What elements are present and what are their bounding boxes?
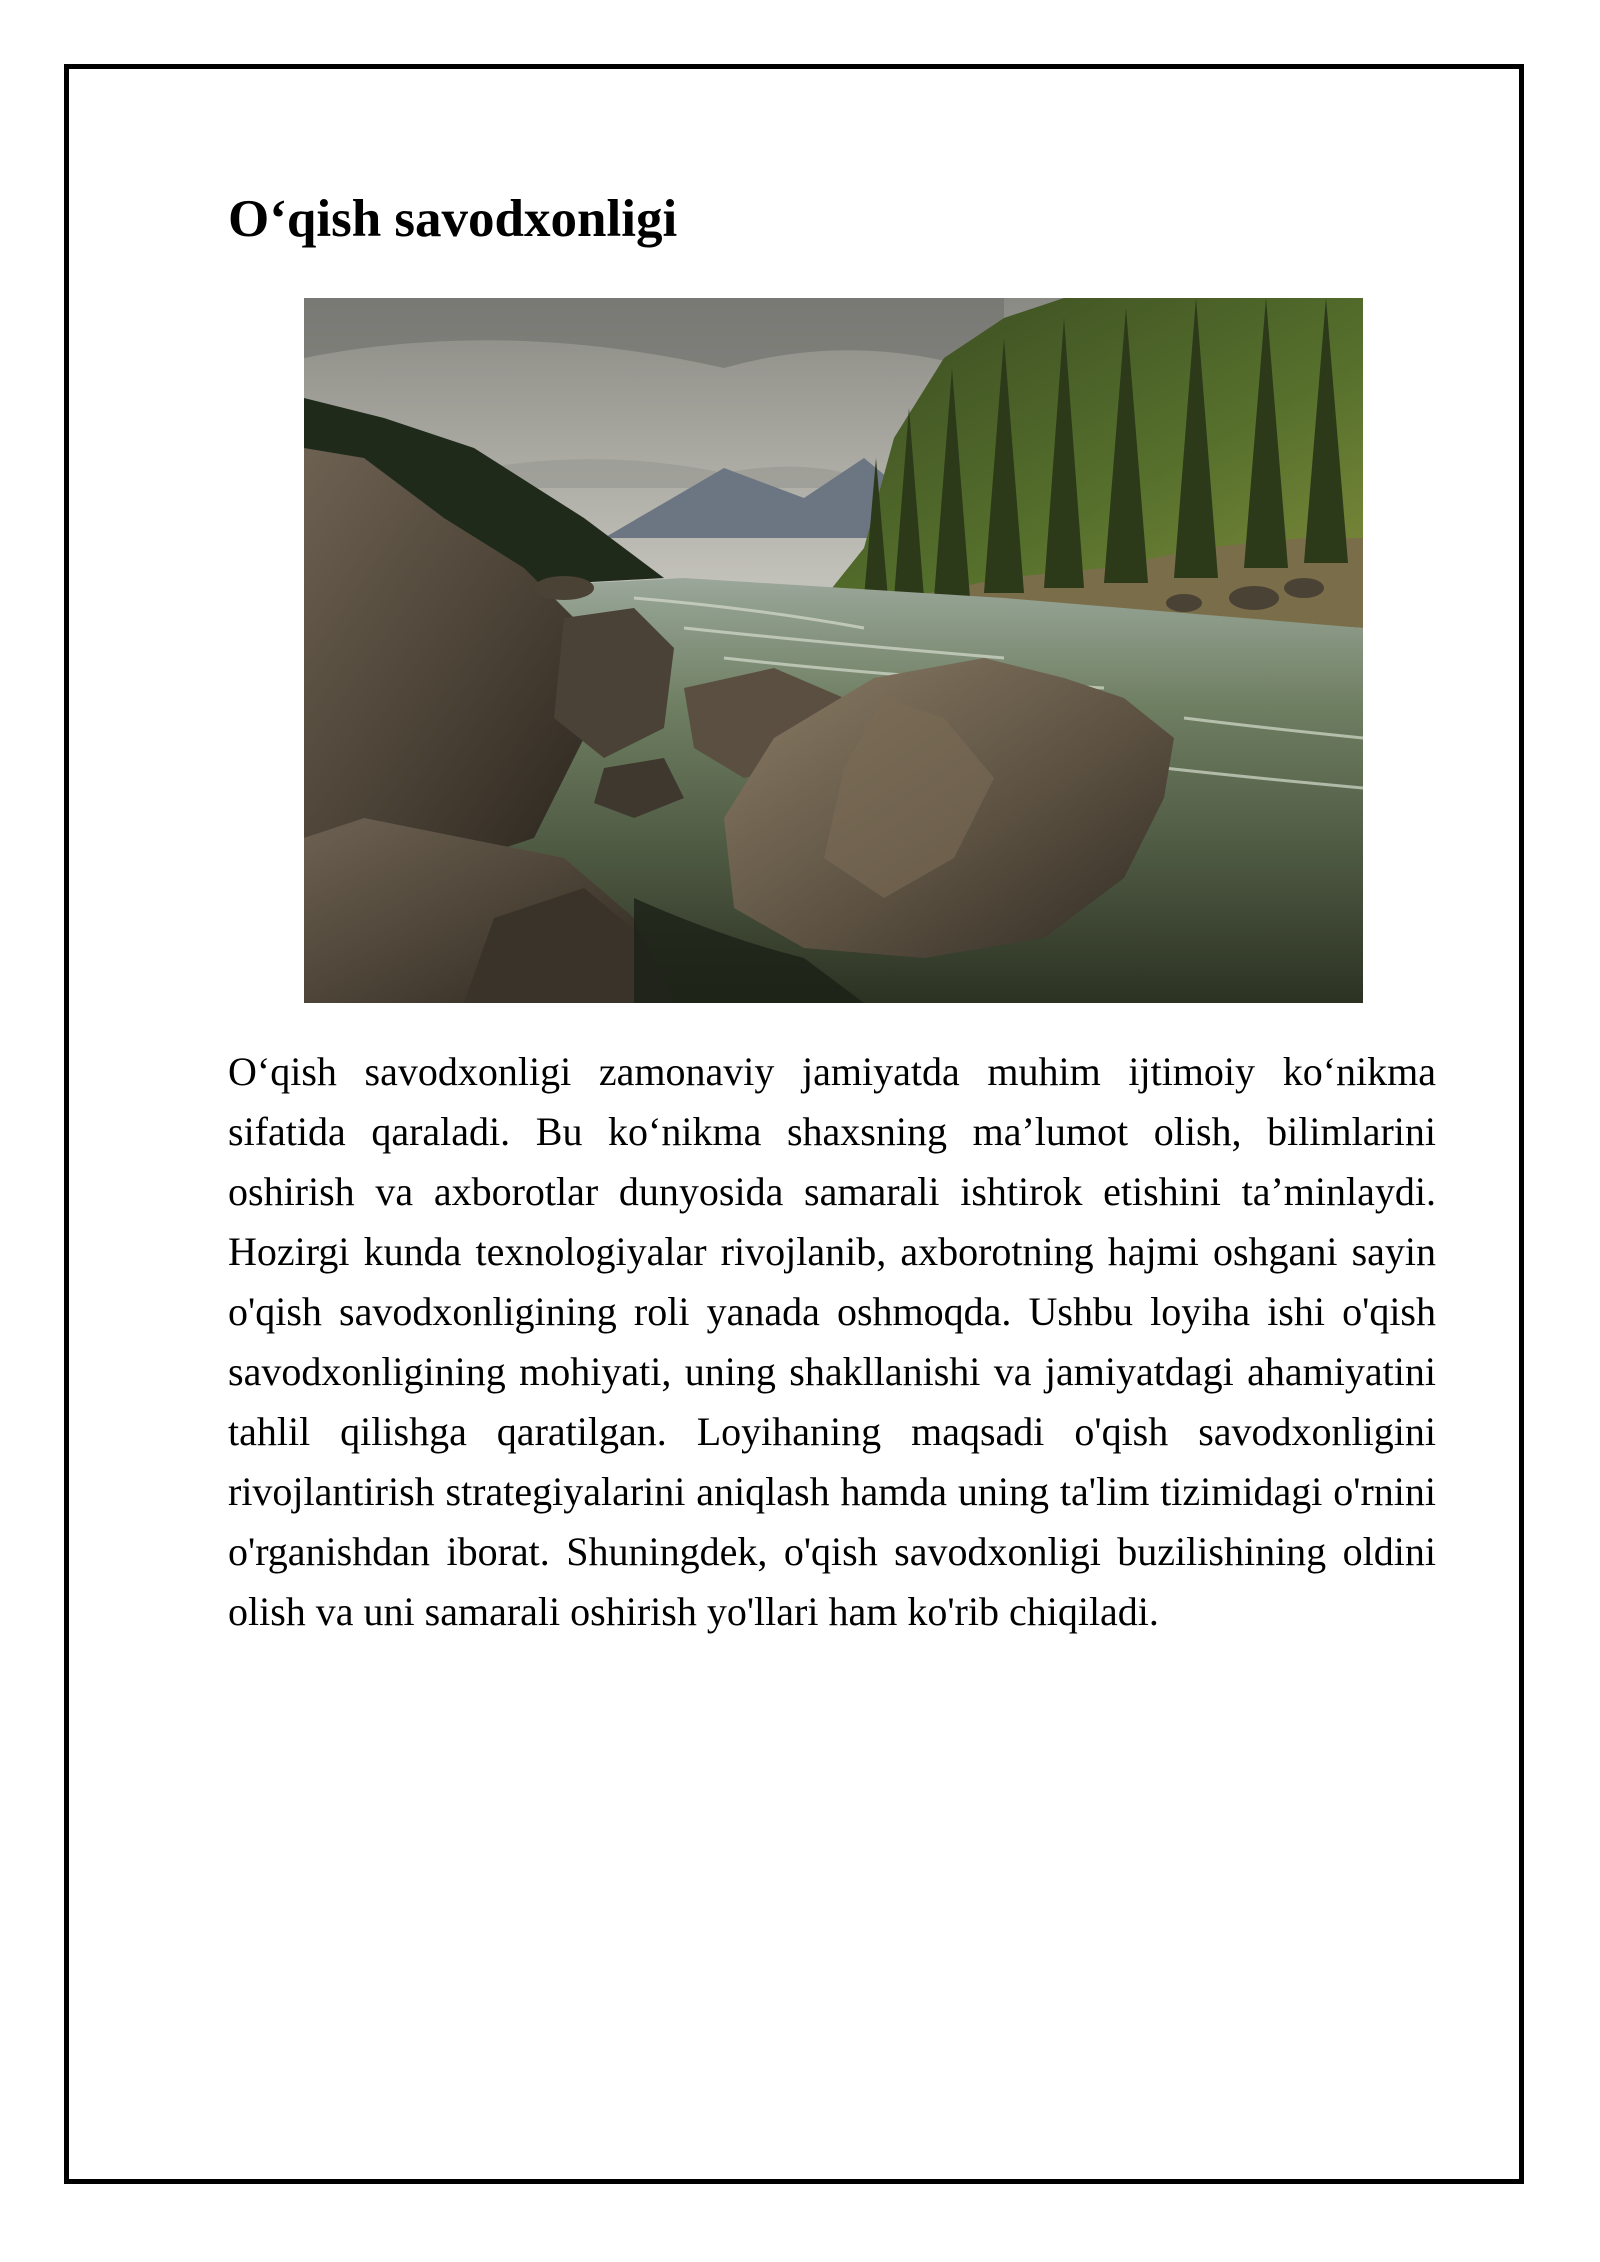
- river-landscape-photo: [304, 298, 1363, 1003]
- body-paragraph: O‘qish savodxonligi zamonaviy jamiyatda muhim ijtimoiy ko‘nikma sifatida qaraladi. Bu ko‘nikma shaxsning ma’lumot olish, bilimlarini oshirish va axborotlar dunyosida samarali ishtirok etishini ta’minlaydi. Hozirgi kunda texnologiyalar rivojlanib, axborotning hajmi oshgani sayin o'qish savodxonligining roli yanada oshmoqda. Ushbu loyiha ishi o'qish savodxonligining mohiyati, uning shakllanishi va jamiyatdagi ahamiyatini tahlil qilishga qaratilgan. Loyihaning maqsadi o'qish savodxonligini rivojlantirish strategiyalarini aniqlash hamda uning ta'lim tizimidagi o'rnini o'rganishdan iborat. Shuningdek, o'qish savodxonligi buzilishining oldini olish va uni samarali oshirish yo'llari ham ko'rib chiqiladi.: [228, 1049, 1436, 1634]
- page-title: O‘qish savodxonligi: [228, 190, 678, 248]
